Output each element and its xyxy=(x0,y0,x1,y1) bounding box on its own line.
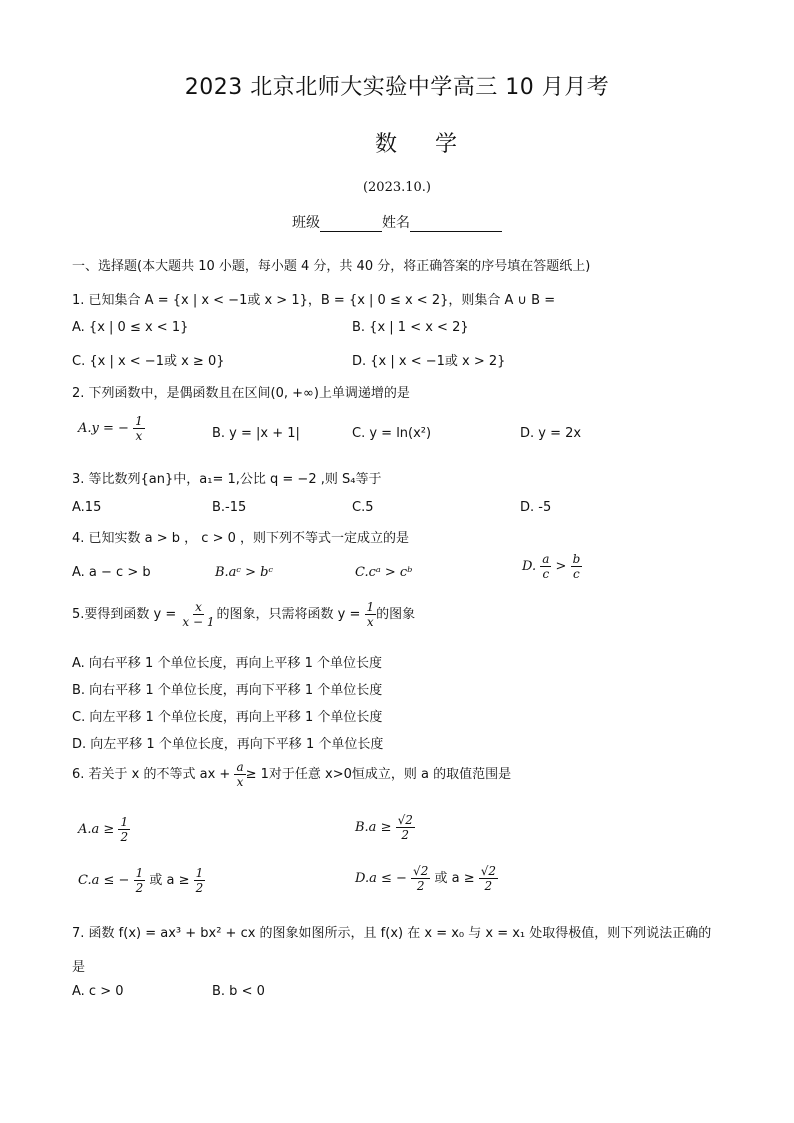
q5-option-d[interactable]: D. 向左平移 1 个单位长度，再向下平移 1 个单位长度 xyxy=(72,737,384,752)
q4-option-c[interactable]: C.cᵃ > cᵇ xyxy=(355,565,413,580)
q4-option-a[interactable]: A. a − c > b xyxy=(72,565,151,580)
q6-d-fraction-2: $\frac{√2}{2}$ xyxy=(480,864,497,893)
subject-title: 数学 xyxy=(374,132,495,157)
q5-option-c[interactable]: C. 向左平移 1 个单位长度，再向上平移 1 个单位长度 xyxy=(72,710,383,725)
q6-option-c[interactable]: C.a ≤ − $\frac{1}{2}$ 或 a ≥ $\frac{1}{2}$ xyxy=(78,866,204,895)
q5-option-b[interactable]: B. 向右平移 1 个单位长度，再向下平移 1 个单位长度 xyxy=(72,683,383,698)
q2-option-c[interactable]: C. y = ln(x²) xyxy=(352,426,432,441)
q2-option-a[interactable]: A.y = − $\frac{1}{x}$ xyxy=(78,414,143,443)
name-label: 姓名 xyxy=(382,215,410,231)
exam-date: (2023.10.) xyxy=(362,180,432,195)
q7-stem-line1: 7. 函数 f(x) = ax³ + bx² + cx 的图象如图所示，且 f(x) 在 x = x₀ 与 x = x₁ 处取得极值，则下列说法正确的 xyxy=(72,926,712,941)
class-blank[interactable] xyxy=(320,217,382,232)
q1-option-d[interactable]: D. {x | x < −1或 x > 2} xyxy=(352,354,506,369)
q6-a-fraction: $\frac{1}{2}$ xyxy=(120,815,129,844)
q2-stem: 2. 下列函数中，是偶函数且在区间(0, +∞)上单调递增的是 xyxy=(72,386,410,401)
q6-fraction: $\frac{a}{x}$ xyxy=(236,760,244,789)
q7-option-a[interactable]: A. c > 0 xyxy=(72,984,124,999)
q6-option-a[interactable]: A.a ≥ $\frac{1}{2}$ xyxy=(78,815,129,844)
q5-option-a[interactable]: A. 向右平移 1 个单位长度，再向上平移 1 个单位长度 xyxy=(72,656,383,671)
q4-stem: 4. 已知实数 a > b ， c > 0 ，则下列不等式一定成立的是 xyxy=(72,531,410,546)
q6-d-fraction-1: $\frac{√2}{2}$ xyxy=(413,864,429,893)
q2-option-b[interactable]: B. y = |x + 1| xyxy=(212,426,300,441)
q2-option-d[interactable]: D. y = 2x xyxy=(520,426,582,441)
q3-option-b[interactable]: B.-15 xyxy=(212,500,247,515)
q6-c-fraction-2: $\frac{1}{2}$ xyxy=(195,866,204,895)
q5-fraction-2: $\frac{1}{x}$ xyxy=(366,600,375,629)
q2-a-fraction: $\frac{1}{x}$ xyxy=(135,414,143,443)
section-heading: 一、选择题(本大题共 10 小题，每小题 4 分，共 40 分，将正确答案的序号填在答题纸上) xyxy=(72,259,591,274)
q1-option-c[interactable]: C. {x | x < −1或 x ≥ 0} xyxy=(72,354,225,369)
exam-title: 2023 北京北师大实验中学高三 10 月月考 xyxy=(184,75,610,100)
q4-d-fraction-2: $\frac{b}{c}$ xyxy=(572,552,581,581)
q3-stem: 3. 等比数列{an}中，a₁= 1,公比 q = −2 ,则 S₄等于 xyxy=(72,472,382,487)
q5-stem: 5.要得到函数 y = $\frac{x}{x - 1}$ 的图象，只需将函数 y = $\frac{1}{x}$ 的图象 xyxy=(72,600,416,629)
q4-option-b[interactable]: B.aᶜ > bᶜ xyxy=(215,565,274,580)
q6-option-d[interactable]: D.a ≤ − $\frac{√2}{2}$ 或 a ≥ $\frac{√2}{2}$ xyxy=(355,864,497,893)
q4-option-d[interactable]: D. $\frac{a}{c}$ > $\frac{b}{c}$ xyxy=(522,552,581,581)
q1-option-b[interactable]: B. {x | 1 < x < 2} xyxy=(352,320,469,335)
q7-option-b[interactable]: B. b < 0 xyxy=(212,984,265,999)
q1-stem: 1. 已知集合 A = {x | x < −1或 x > 1}，B = {x | 0 ≤ x < 2}，则集合 A ∪ B = xyxy=(72,293,556,308)
q4-d-fraction-1: $\frac{a}{c}$ xyxy=(542,552,550,581)
q5-fraction-1: $\frac{x}{x - 1}$ xyxy=(182,600,215,629)
q7-stem-line2: 是 xyxy=(72,960,86,975)
class-label: 班级 xyxy=(292,215,320,231)
q6-option-b[interactable]: B.a ≥ $\frac{√2}{2}$ xyxy=(355,813,413,842)
q6-stem: 6. 若关于 x 的不等式 ax + $\frac{a}{x}$ ≥ 1对于任意 x>0恒成立，则 a 的取值范围是 xyxy=(72,760,512,789)
student-info-line xyxy=(0,212,794,232)
q3-option-a[interactable]: A.15 xyxy=(72,500,102,515)
name-blank[interactable] xyxy=(410,217,502,232)
q6-c-fraction-1: $\frac{1}{2}$ xyxy=(135,866,144,895)
q3-option-c[interactable]: C.5 xyxy=(352,500,374,515)
q3-option-d[interactable]: D. -5 xyxy=(520,500,552,515)
q1-option-a[interactable]: A. {x | 0 ≤ x < 1} xyxy=(72,320,189,335)
q6-b-fraction: $\frac{√2}{2}$ xyxy=(397,813,413,842)
